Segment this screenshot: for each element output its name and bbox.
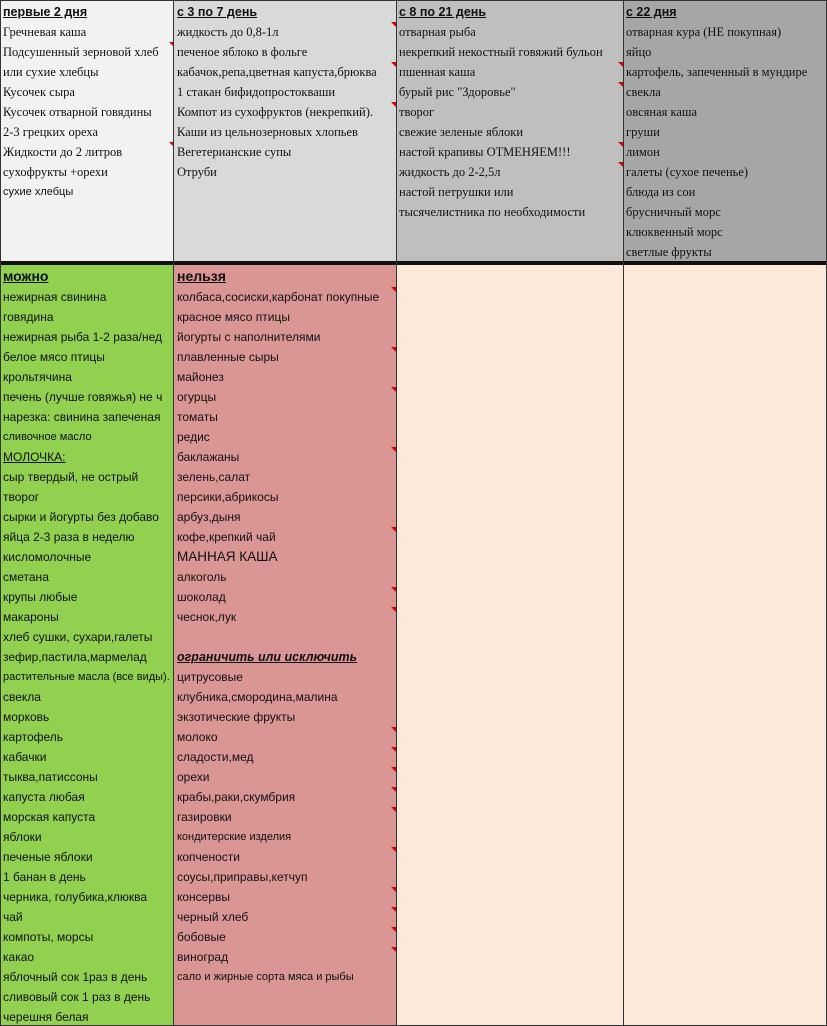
allowed-item: белое мясо птицы [3,350,105,364]
list-item: Кусочек сыра [3,85,75,99]
list-item: 1 стакан бифидопростокваши [177,85,336,99]
allowed-item: говядина [3,310,54,324]
allowed-item: хлеб сушки, сухари,галеты [3,630,153,644]
allowed-item: макароны [3,610,59,624]
limit-item: консервы [177,890,231,904]
allowed-item: сырки и йогурты без добаво [3,510,159,524]
list-item: Гречневая каша [3,25,87,39]
forbidden-item: персики,абрикосы [177,490,279,504]
list-item: творог [399,105,435,119]
col2-header: с 3 по 7 день [177,5,258,19]
list-item: тысячелистника по необходимости [399,205,586,219]
forbidden-item: чеснок,лук [177,610,237,624]
list-item: свекла [626,85,661,99]
grid-line [396,0,397,1026]
list-item: клюквенный морс [626,225,723,239]
list-item: Вегетерианские супы [177,145,292,159]
limit-item: цитрусовые [177,670,243,684]
col-days-3-7 [174,0,396,263]
col-days-8-21 [396,0,623,263]
allowed-item: черешня белая [3,1010,89,1024]
list-item: Компот из сухофруктов (некрепкий). [177,105,374,119]
forbidden-item: МАННАЯ КАША [177,549,278,564]
forbidden-header: нельзя [177,268,226,284]
list-item: жидкость до 0,8-1л [177,25,279,39]
forbidden-item: алкоголь [177,570,227,584]
grid-line [173,0,174,1026]
col3-header: с 8 по 21 день [399,5,487,19]
list-item: Кусочек отварной говядины [3,105,152,119]
list-item: лимон [626,145,660,159]
allowed-header: можно [3,268,49,284]
list-item: или сухие хлебцы [3,65,99,79]
forbidden-item: зелень,салат [177,470,251,484]
list-item: яйцо [626,45,652,59]
forbidden-item: редис [177,430,210,444]
allowed-item: сыр твердый, не острый [3,470,139,484]
limit-item: сладости,мед [177,750,254,764]
allowed-item: какао [3,950,35,964]
list-item: отварная рыба [399,25,476,39]
list-item: некрепкий некостный говяжий бульон [399,45,603,59]
allowed-item: крольтячина [3,370,72,384]
allowed-item: нежирная рыба 1-2 раза/нед [3,330,163,344]
limit-item: соусы,приправы,кетчуп [177,870,308,884]
allowed-item: картофель [3,730,64,744]
list-item: сухие хлебцы [3,186,74,198]
allowed-item: свекла [3,690,41,704]
allowed-item: сливовый сок 1 раз в день [3,990,151,1004]
allowed-item: компоты, морсы [3,930,94,944]
forbidden-item: томаты [177,410,218,424]
forbidden-item: майонез [177,370,224,384]
list-item: светлые фрукты [626,245,712,259]
list-item: свежие зеленые яблоки [399,125,524,139]
forbidden-item: баклажаны [177,450,240,464]
forbidden-item: кофе,крепкий чай [177,530,276,544]
allowed-item: нежирная свинина [3,290,107,304]
limit-item: клубника,смородина,малина [177,690,338,704]
allowed-item: черника, голубика,клюква [3,890,148,904]
list-item: кабачок,репа,цветная капуста,брюква [177,65,377,79]
forbidden-item: огурцы [177,390,217,404]
list-item: блюда из сои [626,185,696,199]
list-item: сухофрукты +орехи [3,165,108,179]
forbidden-item: колбаса,сосиски,карбонат покупные [177,290,380,304]
grid-line [0,0,827,1]
list-item: Каши из цельнозерновых хлопьев [177,125,358,139]
col4-header: с 22 дня [626,5,677,19]
forbidden-item: йогурты с наполнителями [177,330,321,344]
allowed-item: морская капуста [3,810,96,824]
list-item: Подсушенный зерновой хлеб [3,45,159,59]
list-item: 2-3 грецких ореха [3,125,99,139]
allowed-item: капуста любая [3,790,85,804]
allowed-item: МОЛОЧКА: [3,450,66,464]
col-from-day-22 [623,0,827,263]
allowed-item: кабачки [3,750,47,764]
allowed-item: 1 банан в день [3,870,86,884]
list-item: жидкость до 2-2,5л [399,165,501,179]
forbidden-item: плавленные сыры [177,350,279,364]
allowed-item: сливочное масло [3,431,92,443]
allowed-item: нарезка: свинина запеченая [3,410,161,424]
allowed-item: творог [3,490,40,504]
limit-item: черный хлеб [177,910,249,924]
allowed-item: тыква,патиссоны [3,770,98,784]
list-item: брусничный морс [626,205,721,219]
limit-item: крабы,раки,скумбрия [177,790,296,804]
limit-item: сало и жирные сорта мяса и рыбы [177,971,354,983]
list-item: картофель, запеченный в мундире [626,65,808,79]
list-item: галеты (сухое печенье) [626,165,749,179]
allowed-item: кисломолочные [3,550,92,564]
limit-header: ограничить или исключить [177,650,358,664]
allowed-item: печеные яблоки [3,850,93,864]
allowed-item: морковь [3,710,50,724]
limit-item: виноград [177,950,229,964]
list-item: настой крапивы ОТМЕНЯЕМ!!! [399,145,571,159]
col-first-2-days [0,0,174,263]
grid-line [623,0,624,1026]
limit-item: копчености [177,850,240,864]
forbidden-item: арбуз,дыня [177,510,241,524]
forbidden-column [174,265,396,1026]
list-item: Отруби [177,165,217,179]
list-item: печеное яблоко в фольге [177,45,308,59]
list-item: Жидкости до 2 литров [3,145,123,159]
list-item: пшенная каша [399,65,476,79]
allowed-item: печень (лучше говяжья) не ч [3,390,163,404]
limit-item: молоко [177,730,218,744]
allowed-item: чай [3,910,23,924]
limit-item: газировки [177,810,232,824]
allowed-item: яйца 2-3 раза в неделю [3,530,135,544]
allowed-item: яблоки [3,830,42,844]
allowed-item: растительные масла (все виды). [3,671,170,683]
limit-item: кондитерские изделия [177,831,292,843]
limit-item: орехи [177,770,210,784]
list-item: отварная кура (НЕ покупная) [626,25,782,39]
allowed-item: яблочный сок 1раз в день [3,970,148,984]
allowed-column [0,265,174,1026]
list-item: настой петрушки или [399,185,514,199]
col1-header: первые 2 дня [3,5,88,19]
limit-item: экзотические фрукты [177,710,296,724]
limit-item: бобовые [177,930,226,944]
forbidden-item: шоколад [177,590,226,604]
grid-line [0,0,1,1026]
allowed-item: зефир,пастила,мармелад [3,650,147,664]
allowed-item: сметана [3,570,49,584]
empty-column-4 [623,265,827,1026]
empty-column-3 [396,265,623,1026]
forbidden-item: красное мясо птицы [177,310,290,324]
list-item: груши [626,125,660,139]
list-item: овсяная каша [626,105,698,119]
list-item: бурый рис "Здоровье" [399,85,516,99]
allowed-item: крупы любые [3,590,78,604]
